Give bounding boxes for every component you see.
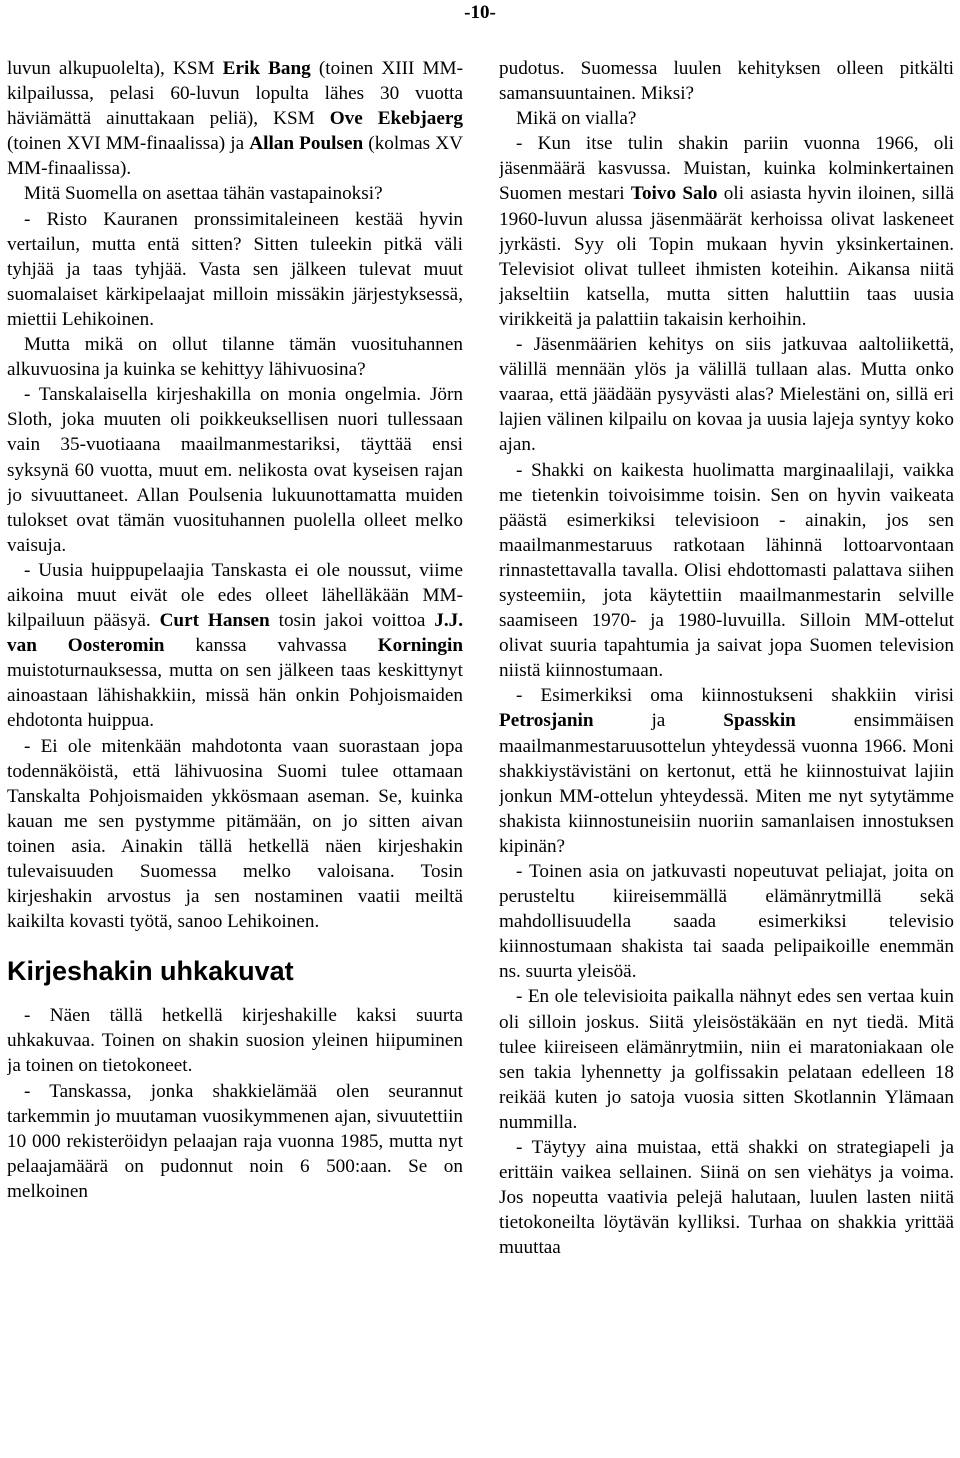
name-bold: Ove Ekebjaerg [329,108,463,130]
text-run: ensimmäisen maailmanmestaruusottelun yhteydessä vuonna 1966. Moni shakkiystävistäni on kertonut, että he kiinnostuivat lajiin jonkun MM-ottelun yhteydessä. Miten me nyt sytytämme shakista kiinnostuneisiin nuoriin samanlaisen innostuksen kipinän? [499,710,954,857]
text-run: ja [593,710,724,732]
paragraph: - Tanskassa, jonka shakkielämää olen seurannut tarkemmin jo muutaman vuosikymmenen ajan, sivuutettiin 10 000 rekisteröidyn pelaajan raja vuonna 1985, mutta nyt pelaajamäärä on pudonnut noin 6 500:aan. Se on melkoinen [7,1080,463,1202]
text-run: - Esimerkiksi oma kiinnostukseni shakkiin virisi [516,685,954,707]
paragraph: pudotus. Suomessa luulen kehityksen olleen pitkälti samansuuntainen. Miksi? [499,58,954,105]
text-run: - Kun itse tulin shakin pariin vuonna 1966, oli jäsenmäärä kasvussa. Muistan, kuinka kolminkertainen Suomen mestari [499,133,954,205]
paragraph: Mikä on vialla? [516,108,637,130]
text-run: kanssa vahvassa [164,635,378,657]
paragraph: - Toinen asia on jatkuvasti nopeutuvat peliajat, joita on perusteltu kiireisemmällä elämänrytmillä sekä mahdollisuudella saada esimerkiksi televisio kiinnostumaan shakista tai saada pelipaikoille enemmän ns. suurta yleisöä. [499,861,954,983]
paragraph: - Jäsenmäärien kehitys on siis jatkuvaa aaltoliikettä, välillä mennään ylös ja välillä tullaan alas. Mutta onko vaaraa, että jäädään pysyvästi alas? Mielestäni on, sillä eri lajien välinen kilpailu on kovaa ja uusia lajeja syntyy koko ajan. [499,334,954,456]
paragraph [7,56,463,181]
name-bold: J.J. van Oosteromin [7,610,463,657]
paragraph: - Shakki on kaikesta huolimatta marginaalilaji, vaikka me tietenkin toivoisimme toisin. Sen on hyvin vaikeata päästä esimerkiksi televisioon - ainakin, jos sen maailmanmestaruus ratkotaan lähinnä lottoarvontaan rinnastettavalla tavalla. Olisi ehdottomasti palattava siihen systeemiin, jota käytettiin maailmanmestarin selville saamiseen 1970- ja 1980-luvuilla. Silloin MM-ottelut olivat suuria tapahtumia ja saivat jopa Suomen television niistä kiinnostumaan. [499,459,954,682]
name-bold: Allan Poulsen [249,133,364,155]
text-run: tosin jakoi voittoa [269,610,435,632]
text-run: luvun alkupuolelta), KSM [7,58,223,79]
right-column [499,56,954,1456]
name-bold: Curt Hansen [159,610,270,632]
paragraph: Mutta mikä on ollut tilanne tämän vuosituhannen alkuvuosina ja kuinka se kehittyy lähivuosina? [7,334,463,381]
text-run: - Uusia huippupelaajia Tanskasta ei ole noussut, viime aikoina muut eivät ole edes olleet lähelläkään MM-kilpailuun pääsyä. [7,559,463,632]
text-run: (kolmas XV MM-finaalissa). [7,133,463,180]
paragraph [7,558,463,734]
name-bold: Toivo Salo [630,183,718,205]
text-run: oli asiasta hyvin iloinen, sillä 1960-luvun alussa jäsenmäärät kerhoissa olivat laskeneet jyrkästi. Syy oli Topin mukaan hyvin yksinkertainen. Televisiot olivat tulleet ihmisten koteihin. Aikansa niitä jakseltiin katsella, mutta sitten haluttiin taas uusia virikkeitä ja palattiin takaisin kerhoihin. [499,183,954,330]
section-heading: Kirjeshakin uhkakuvat [7,956,294,987]
name-bold: Korningin [377,635,463,657]
paragraph: - Ei ole mitenkään mahdotonta vaan suorastaan jopa todennäköistä, että lähivuosina Suomi tulee ottamaan Tanskalta Pohjoismaiden ykkösmaan aseman. Se, kuinka kauan me sen pystymme pitämään, on jo sitten aivan toinen asia. Ainakin tällä hetkellä näen kirjeshakin tulevaisuuden Suomessa melko valoisana. Tosin kirjeshakin arvostus ja sen nostaminen vaatii meiltä kaikilta kovasti työtä, sanoo Lehikoinen. [7,735,463,933]
paragraph: Mitä Suomella on asettaa tähän vastapainoksi? [24,183,383,205]
paragraph: - Risto Kauranen pronssimitaleineen kestää hyvin vertailun, mutta entä sitten? Sitten tuleekin pitkä väli tyhjää ja taas tyhjää. Vasta sen jälkeen tulevat muut suomalaiset kärkipelaajat milloin missäkin järjestyksessä, miettii Lehikoinen. [7,208,463,330]
text-run: (toinen XIII MM-kilpailussa, pelasi 60-luvun lopulta lähes 30 vuotta häviämättä ainuttakaan peliä), KSM [7,58,463,130]
page-number: -10- [464,2,496,23]
paragraph: - Tanskalaisella kirjeshakilla on monia ongelmia. Jörn Sloth, joka muuten oli poikkeuksellisen nuori tullessaan vain 35-vuotiaana maailmanmestariksi, täyttää ensi syksynä 60 vuotta, muut em. nelikosta ovat kyseisen rajan jo sivuuttaneet. Allan Poulsenia lukuunottamatta muiden tulokset ovat tämän vuosituhannen puolella olleet melko vaisuja. [7,384,463,556]
name-bold: Petrosjanin [499,710,594,732]
text-run: (toinen XVI MM-finaalissa) ja [7,133,250,155]
paragraph: - Täytyy aina muistaa, että shakki on strategiapeli ja erittäin vaikea sellainen. Siinä on sen viehätys ja voima. Jos nopeutta vaativia pelejä halutaan, luulen lasten niitä tietokoneilta löytävän kylliksi. Turhaa on shakkia yrittää muuttaa [499,1137,954,1259]
text-run: muistoturnauksessa, mutta on sen jälkeen taas keskittynyt ainoastaan lähishakkiin, missä hän onkin Pohjoismaiden ehdotonta huippua. [7,660,463,732]
paragraph: - En ole televisioita paikalla nähnyt edes sen vertaa kuin oli silloin joskus. Siitä yleisöstäkään en nyt tiedä. Mitä tulee kiireiseen elämänrytmiin, niin ei maratoniakaan ole sen takia lyhennetty ja golfissakin pelataan edelleen 18 reikää kuten jo satoja vuosia sitten Skotlannin Ylämaan nummilla. [499,986,954,1133]
paragraph [499,683,954,859]
paragraph: - Näen tällä hetkellä kirjeshakille kaksi suurta uhkakuvaa. Toinen on shakin suosion yleinen hiipuminen ja toinen on tietokoneet. [7,1005,463,1077]
name-bold: Erik Bang [222,58,311,79]
paragraph [499,131,954,332]
left-column [7,56,463,1456]
name-bold: Spasskin [723,710,796,732]
